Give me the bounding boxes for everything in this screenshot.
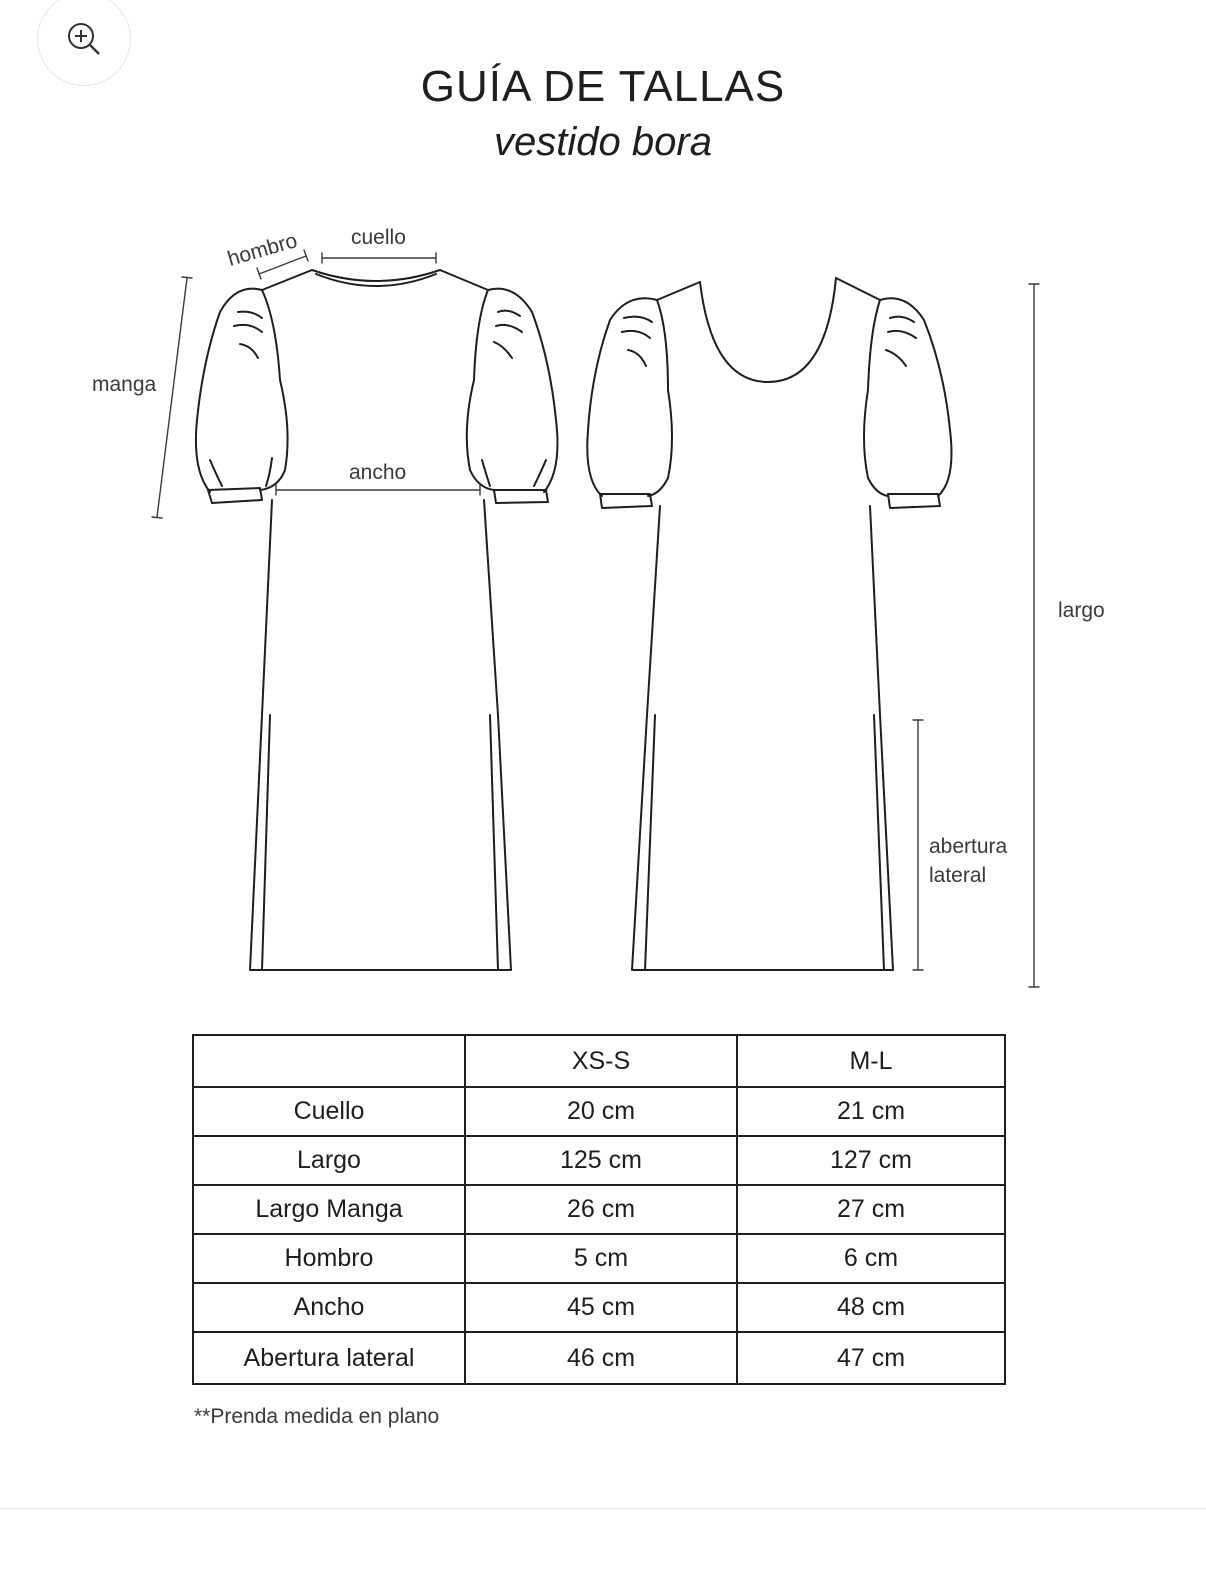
value-m-l: 127 cm [737,1136,1005,1185]
largo-label: largo [1058,599,1105,622]
value-xs-s: 46 cm [465,1332,737,1384]
row-label: Ancho [193,1283,465,1332]
row-label: Cuello [193,1087,465,1136]
row-label: Hombro [193,1234,465,1283]
dress-back-outline [587,278,951,970]
table-row [193,1185,1005,1234]
value-xs-s: 5 cm [465,1234,737,1283]
ancho-label: ancho [349,461,407,484]
row-label: Largo Manga [193,1185,465,1234]
value-xs-s: 45 cm [465,1283,737,1332]
abertura-label-line2: lateral [929,864,987,887]
table-header-row [193,1035,1005,1087]
table-row [193,1234,1005,1283]
value-xs-s: 26 cm [465,1185,737,1234]
table-row [193,1136,1005,1185]
table-row [193,1283,1005,1332]
measure-lines [152,250,1039,987]
table-header-empty [193,1035,465,1087]
value-xs-s: 125 cm [465,1136,737,1185]
table-row [193,1087,1005,1136]
hombro-label: hombro [225,229,300,271]
cuello-label: cuello [351,226,406,249]
table-header-xs-s: XS-S [465,1035,737,1087]
size-table [192,1034,1006,1385]
value-m-l: 27 cm [737,1185,1005,1234]
manga-label: manga [92,373,157,396]
value-m-l: 6 cm [737,1234,1005,1283]
row-label: Largo [193,1136,465,1185]
row-label: Abertura lateral [193,1332,465,1384]
table-header-m-l: M-L [737,1035,1005,1087]
abertura-label-line1: abertura [929,835,1008,858]
dress-front-outline [196,270,558,970]
page-subtitle: vestido bora [494,120,712,164]
footnote: **Prenda medida en plano [194,1405,440,1428]
table-row [193,1332,1005,1384]
value-xs-s: 20 cm [465,1087,737,1136]
value-m-l: 47 cm [737,1332,1005,1384]
divider [0,1508,1206,1509]
value-m-l: 21 cm [737,1087,1005,1136]
value-m-l: 48 cm [737,1283,1005,1332]
page-title: GUÍA DE TALLAS [420,62,786,111]
